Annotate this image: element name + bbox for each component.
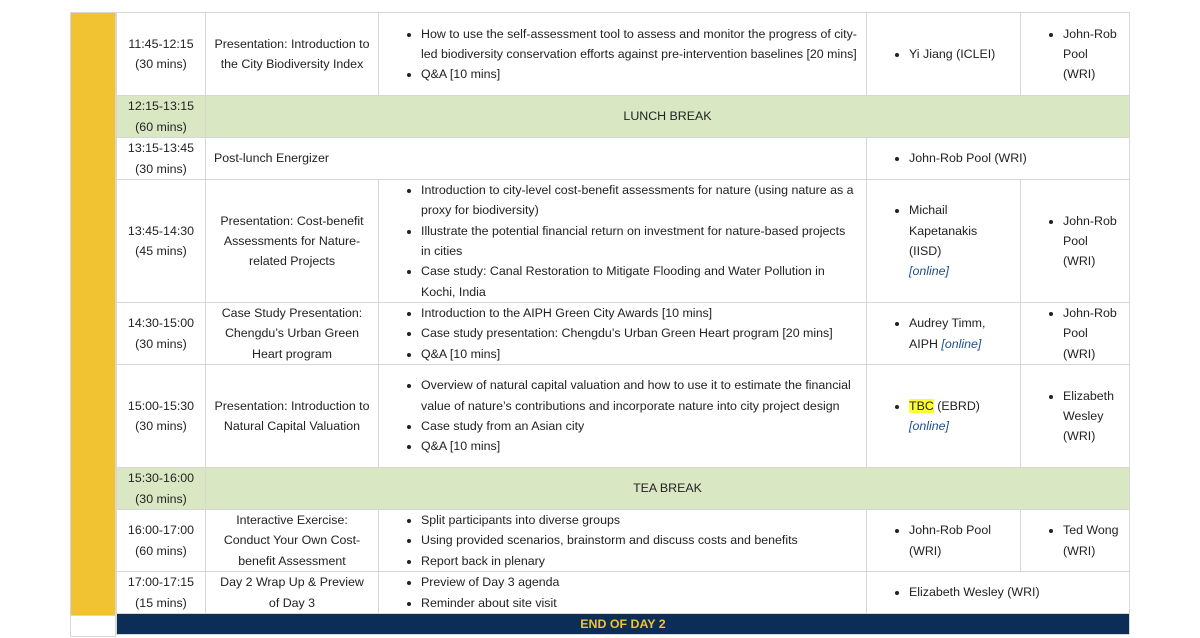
moderator-name: • John-Rob Pool (WRI)	[1063, 303, 1121, 364]
moderator-cell	[1021, 180, 1130, 303]
agenda-row	[117, 138, 1130, 180]
time-cell: 15:30-16:00 (30 mins)	[117, 468, 206, 510]
session-title: Presentation: Introduction to Natural Capital Valuation	[206, 365, 379, 468]
session-details	[379, 572, 867, 614]
time-cell: 11:45-12:15 (30 mins)	[117, 13, 206, 96]
speaker-cell	[867, 138, 1130, 180]
moderator-cell	[1021, 13, 1130, 96]
break-row	[117, 468, 1130, 510]
agenda-row	[117, 572, 1130, 614]
moderator-cell	[1021, 365, 1130, 468]
agenda-row	[117, 365, 1130, 468]
detail-item: • Q&A [10 mins]	[421, 64, 858, 84]
speaker-name: • Yi Jiang (ICLEI)	[909, 44, 1012, 64]
agenda-page	[70, 12, 1129, 637]
session-details	[379, 510, 867, 572]
online-note: [online]	[909, 264, 949, 279]
speaker-name: • John-Rob Pool (WRI)	[909, 520, 1012, 561]
speaker-cell	[867, 303, 1021, 365]
detail-item: • Q&A [10 mins]	[421, 344, 858, 364]
detail-item: • Overview of natural capital valuation and how to use it to estimate the financial value of nature’s contributions and incorporate nature into city project design	[421, 375, 858, 416]
detail-item: • Reminder about site visit	[421, 593, 858, 613]
agenda-table	[116, 12, 1130, 635]
detail-item: • Report back in plenary	[421, 551, 858, 571]
break-label: LUNCH BREAK	[206, 96, 1130, 138]
speaker-cell	[867, 13, 1021, 96]
detail-item: • Introduction to the AIPH Green City Awards [10 mins]	[421, 303, 858, 323]
day-color-bar-footer	[70, 615, 116, 637]
agenda-row	[117, 510, 1130, 572]
session-details	[379, 180, 867, 303]
time-cell: 17:00-17:15 (15 mins)	[117, 572, 206, 614]
speaker-name: • TBC (EBRD) [online]	[909, 396, 1012, 437]
session-title: Day 2 Wrap Up & Preview of Day 3	[206, 572, 379, 614]
time-cell: 13:15-13:45 (30 mins)	[117, 138, 206, 180]
time-cell: 12:15-13:15 (60 mins)	[117, 96, 206, 138]
speaker-cell	[867, 365, 1021, 468]
speaker-cell	[867, 572, 1130, 614]
highlight-tbc: TBC	[909, 398, 934, 413]
detail-item: • Split participants into diverse groups	[421, 510, 858, 530]
moderator-name: • John-Rob Pool (WRI)	[1063, 24, 1121, 85]
detail-item: • Preview of Day 3 agenda	[421, 572, 858, 592]
break-label: TEA BREAK	[206, 468, 1130, 510]
session-title: Presentation: Introduction to the City Biodiversity Index	[206, 13, 379, 96]
moderator-cell	[1021, 510, 1130, 572]
break-row	[117, 96, 1130, 138]
session-title: Presentation: Cost-benefit Assessments for Nature-related Projects	[206, 180, 379, 303]
detail-item: • Q&A [10 mins]	[421, 436, 858, 456]
moderator-name: • John-Rob Pool (WRI)	[1063, 211, 1121, 272]
agenda-row	[117, 13, 1130, 96]
detail-item: • Case study: Canal Restoration to Mitigate Flooding and Water Pollution in Kochi, India	[421, 261, 858, 302]
moderator-name: • Elizabeth Wesley (WRI)	[1063, 386, 1121, 447]
speaker-name: • Audrey Timm, AIPH [online]	[909, 313, 1012, 354]
time-cell: 13:45-14:30 (45 mins)	[117, 180, 206, 303]
time-cell: 14:30-15:00 (30 mins)	[117, 303, 206, 365]
session-title: Case Study Presentation: Chengdu’s Urban Green Heart program	[206, 303, 379, 365]
day-color-bar	[70, 12, 116, 624]
online-note: [online]	[909, 419, 949, 433]
agenda-row	[117, 180, 1130, 303]
session-details	[379, 13, 867, 96]
moderator-name: • Ted Wong (WRI)	[1063, 520, 1121, 561]
detail-item: • Case study from an Asian city	[421, 416, 858, 436]
detail-item: • Introduction to city-level cost-benefit assessments for nature (using nature as a proxy for biodiversity)	[421, 180, 858, 221]
session-details	[379, 365, 867, 468]
end-of-day-row	[117, 614, 1130, 635]
session-details	[379, 303, 867, 365]
speaker-name: • John-Rob Pool (WRI)	[909, 148, 1121, 168]
online-note: [online]	[941, 336, 982, 351]
speaker-cell	[867, 180, 1021, 303]
session-title: Interactive Exercise: Conduct Your Own Cost-benefit Assessment	[206, 510, 379, 572]
session-title: Post-lunch Energizer	[206, 138, 867, 180]
moderator-cell	[1021, 303, 1130, 365]
detail-item: • Illustrate the potential financial return on investment for nature-based projects in cities	[421, 221, 858, 262]
detail-item: • Using provided scenarios, brainstorm and discuss costs and benefits	[421, 530, 858, 550]
end-of-day-label: END OF DAY 2	[117, 614, 1130, 635]
agenda-row	[117, 303, 1130, 365]
detail-item: • Case study presentation: Chengdu’s Urban Green Heart program [20 mins]	[421, 323, 858, 343]
time-cell: 16:00-17:00 (60 mins)	[117, 510, 206, 572]
detail-item: • How to use the self-assessment tool to assess and monitor the progress of city-led biodiversity conservation efforts against pre-intervention baselines [20 mins]	[421, 24, 858, 65]
time-cell: 15:00-15:30 (30 mins)	[117, 365, 206, 468]
speaker-name: • Elizabeth Wesley (WRI)	[909, 582, 1121, 602]
speaker-name: • Michail Kapetanakis (IISD) [online]	[909, 200, 1012, 281]
speaker-cell	[867, 510, 1021, 572]
